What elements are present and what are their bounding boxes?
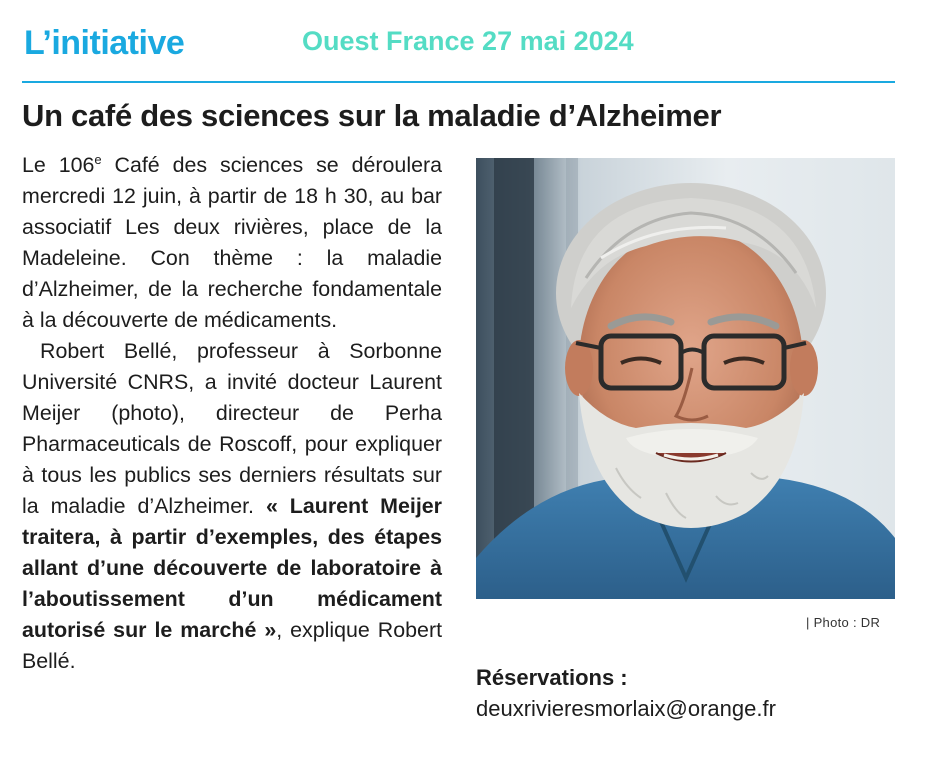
p1-rest: Café des sciences se déroulera mercredi 12 juin, à partir de 18 h 30, au bar associatif Les deux rivières, place de la Madeleine. Con thème : la maladie d’Alzheimer, de la recherche fondamentale à la découverte de médicaments. xyxy=(22,153,442,332)
section-rubric: L’initiative xyxy=(24,24,185,62)
p2-end: , explique Robert Bellé. xyxy=(22,618,443,673)
article-body xyxy=(22,150,442,677)
reservations-email[interactable]: deuxrivieresmorlaix@orange.fr xyxy=(476,696,776,721)
p1-superscript: e xyxy=(94,152,102,167)
source-annotation: Ouest France 27 mai 2024 xyxy=(302,26,634,56)
paragraph-2 xyxy=(22,336,442,677)
photo-credit: | Photo : DR xyxy=(806,615,881,630)
p1-start: Le 106 xyxy=(22,153,95,177)
p2-quote: « Laurent Meijer traitera, à partir d’exemples, des étapes allant d’une découverte de laboratoire à l’aboutissement d’un médicament autorisé sur le marché » xyxy=(22,494,442,642)
header-divider xyxy=(22,81,895,83)
article-headline: Un café des sciences sur la maladie d’Alzheimer xyxy=(22,98,722,133)
reservations-label: Réservations : xyxy=(476,665,628,690)
paragraph-1 xyxy=(22,150,442,336)
p2-start: Robert Bellé, professeur à Sorbonne Université CNRS, a invité docteur Laurent Meijer (photo), directeur de Perha Pharmaceuticals de Roscoff, pour expliquer à tous les publics ses derniers résultats sur la maladie d’Alzheimer. xyxy=(22,339,442,518)
portrait-photo xyxy=(476,158,895,599)
